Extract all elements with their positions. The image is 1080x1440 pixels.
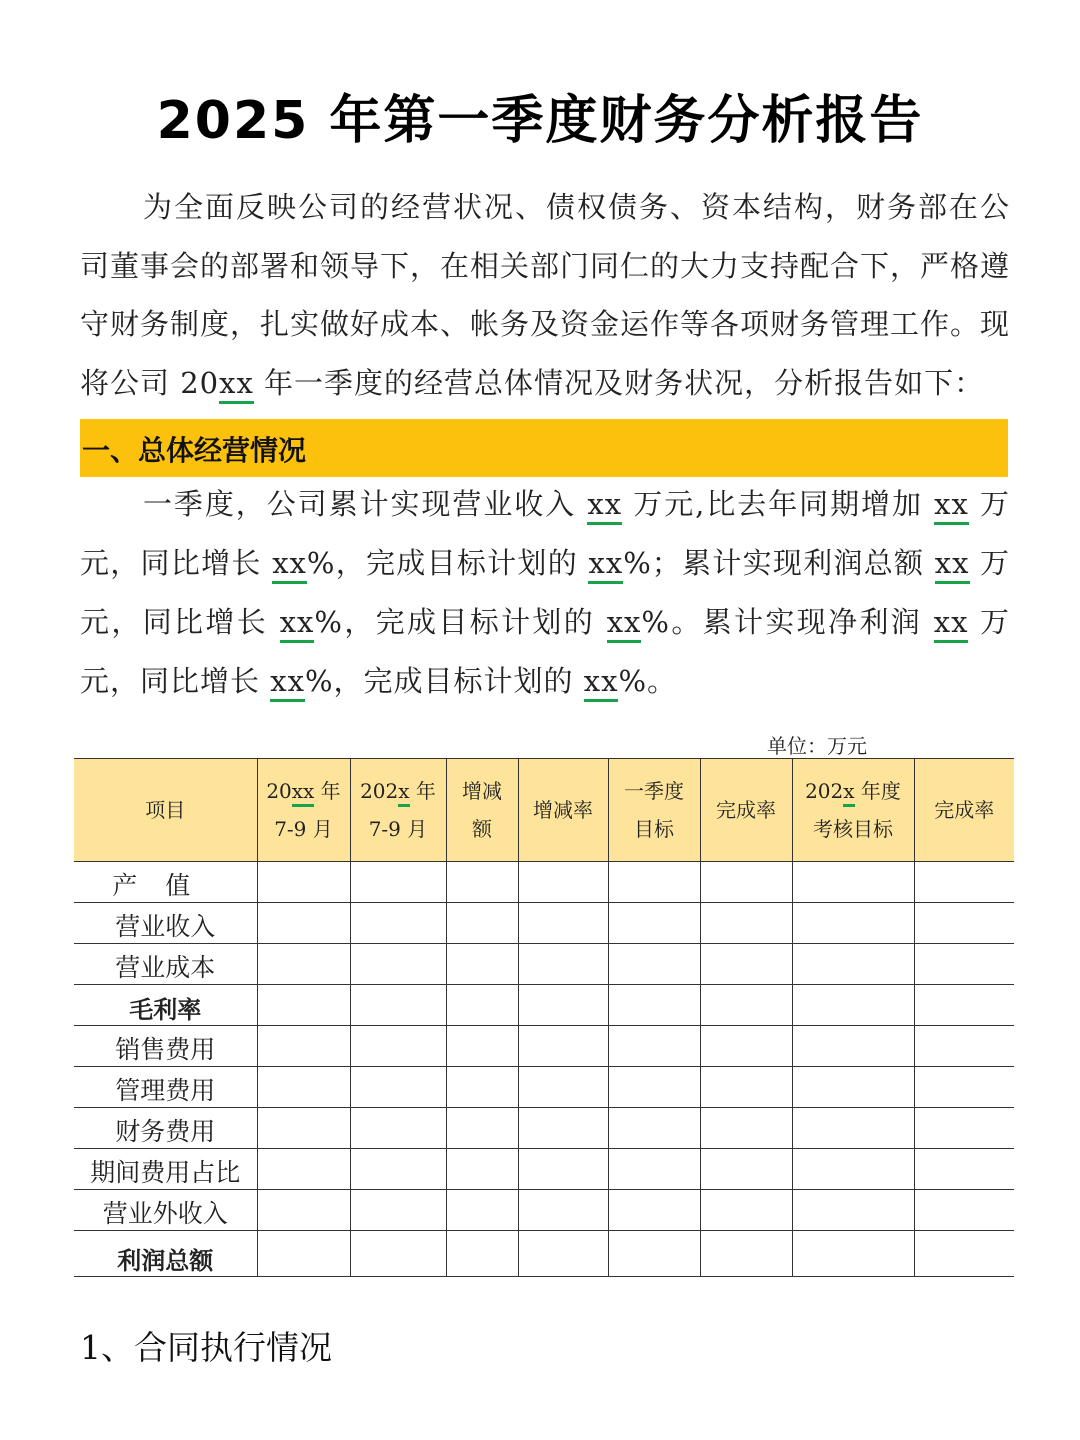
table-row [74, 944, 1014, 985]
intro-text-end: 年一季度的经营总体情况及财务状况，分析报告如下： [253, 365, 985, 400]
placeholder-value: xx [588, 546, 623, 584]
overview-text: %；累计实现利润总额 [623, 546, 935, 580]
section-heading: 一、总体经营情况 [82, 434, 307, 467]
row-label: 营业成本 [74, 944, 257, 985]
header-change-amount: 增减 额 [446, 759, 518, 862]
unit-label: 单位：万元 [767, 734, 867, 758]
table-row [74, 1231, 1014, 1277]
financial-table [74, 758, 1014, 1277]
overview-text: %，完成目标计划的 [304, 664, 584, 698]
header-change-rate: 增减率 [518, 759, 608, 862]
row-label: 销售费用 [74, 1026, 257, 1067]
table-row [74, 862, 1014, 903]
placeholder-value: xx [935, 546, 970, 584]
overview-text: %。 [618, 664, 677, 698]
overview-paragraph [80, 475, 1010, 711]
overview-text: 万元，同比增长 [80, 487, 1010, 580]
table-row [74, 1108, 1014, 1149]
placeholder-value: xx [934, 487, 969, 525]
overview-text: %。累计实现净利润 [641, 605, 934, 639]
row-label: 营业外收入 [74, 1190, 257, 1231]
row-label: 毛利率 [74, 985, 257, 1026]
overview-text: 一季度，公司累计实现营业收入 [142, 487, 588, 521]
intro-text: 为全面反映公司的经营状况、债权债务、资本结构，财务部在公司董事会的部署和领导下，在相关部门同仁的大力支持配合下，严格遵守财务制度，扎实做好成本、帐务及资金运作等各项财务管理工作。现将公司 20 [80, 190, 1011, 400]
placeholder-value: xx [270, 664, 305, 702]
row-label: 利润总额 [74, 1231, 257, 1277]
table-row [74, 903, 1014, 944]
overview-text: 万元，同比增长 [80, 605, 1011, 698]
placeholder-value: xx [272, 546, 307, 584]
table-row [74, 1190, 1014, 1231]
table-row [74, 1026, 1014, 1067]
row-label: 产值 [74, 862, 257, 903]
table-row [74, 985, 1014, 1026]
overview-text: 万元,比去年同期增加 [622, 487, 935, 521]
page-title: 2025 年第一季度财务分析报告 [156, 91, 924, 151]
header-last-year-q3: 20xx 年 7-9 月 [257, 759, 350, 862]
header-annual-target: 202x 年度 考核目标 [792, 759, 914, 862]
header-item: 项目 [74, 759, 257, 862]
intro-paragraph [80, 178, 1010, 412]
row-label: 财务费用 [74, 1108, 257, 1149]
placeholder-value: xx [587, 487, 622, 525]
overview-text: %，完成目标计划的 [306, 546, 589, 580]
placeholder-value: xx [607, 605, 642, 643]
table-header-row [74, 759, 1014, 862]
placeholder-value: xx [584, 664, 619, 702]
overview-text: 万元，同比增长 [80, 546, 1010, 639]
table-row [74, 1149, 1014, 1190]
header-q1-target: 一季度 目标 [608, 759, 700, 862]
header-completion-rate-annual: 完成率 [914, 759, 1014, 862]
placeholder-year: xx [219, 366, 254, 404]
table-row [74, 1067, 1014, 1108]
subsection-heading: 1、合同执行情况 [80, 1328, 332, 1367]
placeholder-value: xx [934, 605, 969, 643]
header-completion-rate: 完成率 [700, 759, 792, 862]
row-label: 营业收入 [74, 903, 257, 944]
placeholder-value: xx [280, 605, 315, 643]
overview-text: %，完成目标计划的 [314, 605, 607, 639]
section-heading-bar [80, 419, 1008, 477]
row-label: 期间费用占比 [74, 1149, 257, 1190]
header-this-year-q3: 202x 年 7-9 月 [350, 759, 446, 862]
row-label: 管理费用 [74, 1067, 257, 1108]
